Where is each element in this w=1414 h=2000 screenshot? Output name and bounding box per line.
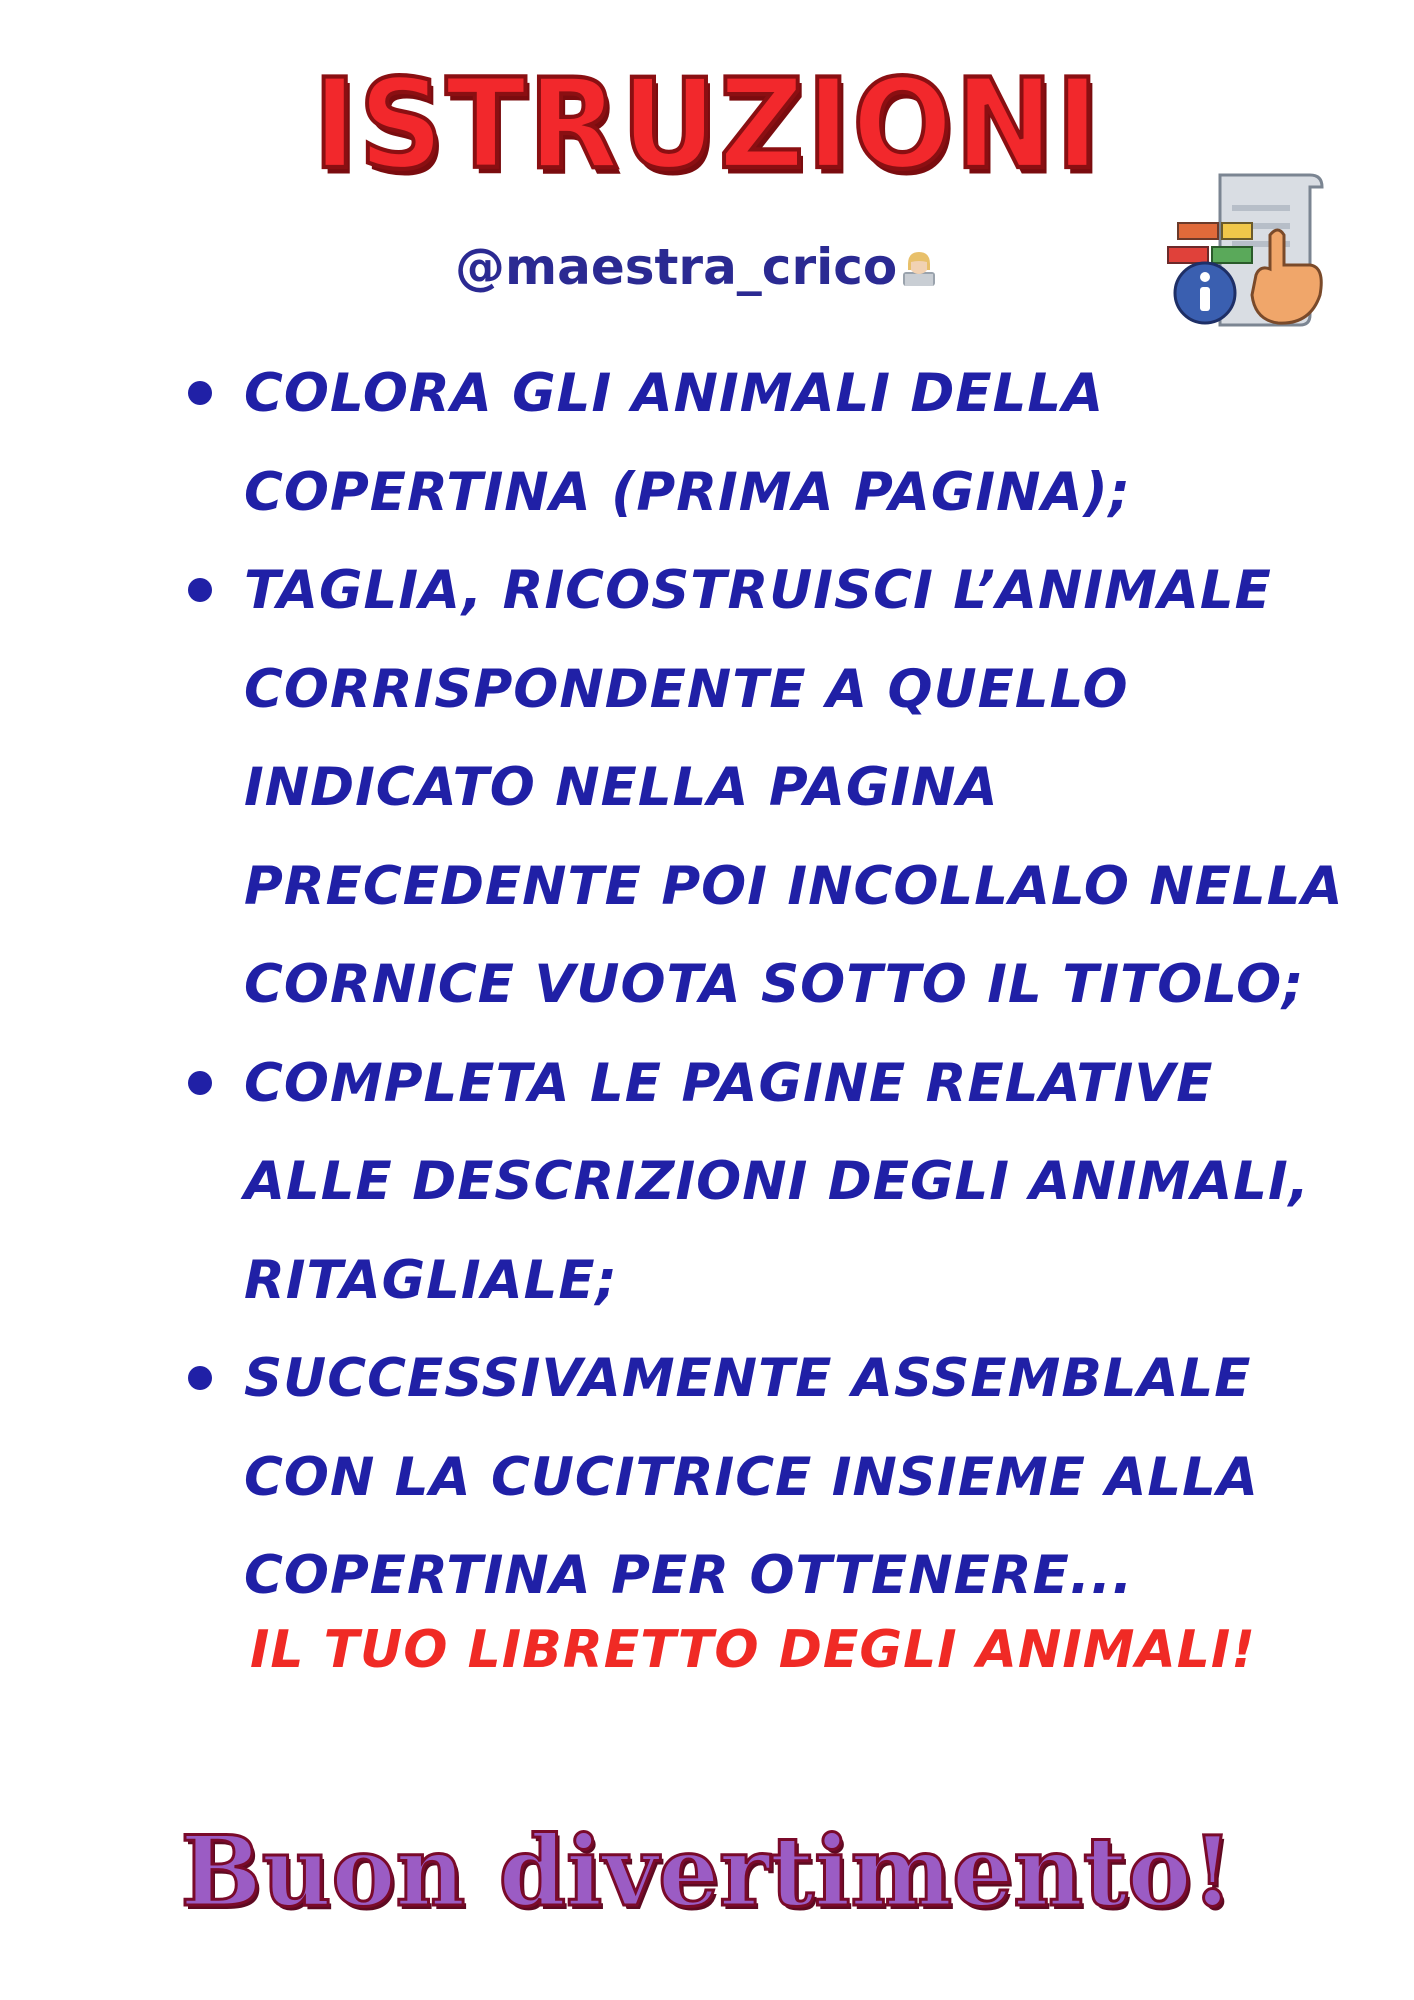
bullet-icon: [188, 578, 212, 602]
bullet-icon: [188, 1366, 212, 1390]
list-item: [170, 1330, 1370, 1626]
list-item: [170, 542, 1370, 1035]
bullet-icon: [188, 381, 212, 405]
author-handle: [455, 238, 939, 296]
instruction-text: COMPLETA LE PAGINE RELATIVE ALLE DESCRIZIONI DEGLI ANIMALI, RITAGLIALE;: [244, 1052, 1310, 1311]
page-title: ISTRUZIONI: [312, 51, 1102, 197]
list-item: [170, 1035, 1370, 1331]
author-handle-text: @maestra_crico: [455, 238, 898, 296]
instructions-list: [170, 345, 1370, 1626]
info-document-hand-icon: [1160, 165, 1330, 335]
instruction-text: COLORA GLI ANIMALI DELLA COPERTINA (PRIMA PAGINA);: [244, 363, 1131, 523]
bullet-icon: [188, 1071, 212, 1095]
closing-line: IL TUO LIBRETTO DEGLI ANIMALI!: [250, 1620, 1256, 1680]
woman-technologist-icon: [899, 248, 939, 288]
instruction-text: TAGLIA, RICOSTRUISCI L’ANIMALE CORRISPONDENTE A QUELLO INDICATO NELLA PAGINA PRECEDENTE POI INCOLLALO NELLA CORNICE VUOTA SOTTO IL TITOLO;: [244, 560, 1344, 1015]
footer-message: Buon divertimento!: [180, 1815, 1234, 1928]
instruction-text: SUCCESSIVAMENTE ASSEMBLALE CON LA CUCITRICE INSIEME ALLA COPERTINA PER OTTENERE...: [244, 1348, 1259, 1606]
list-item: [170, 345, 1370, 542]
